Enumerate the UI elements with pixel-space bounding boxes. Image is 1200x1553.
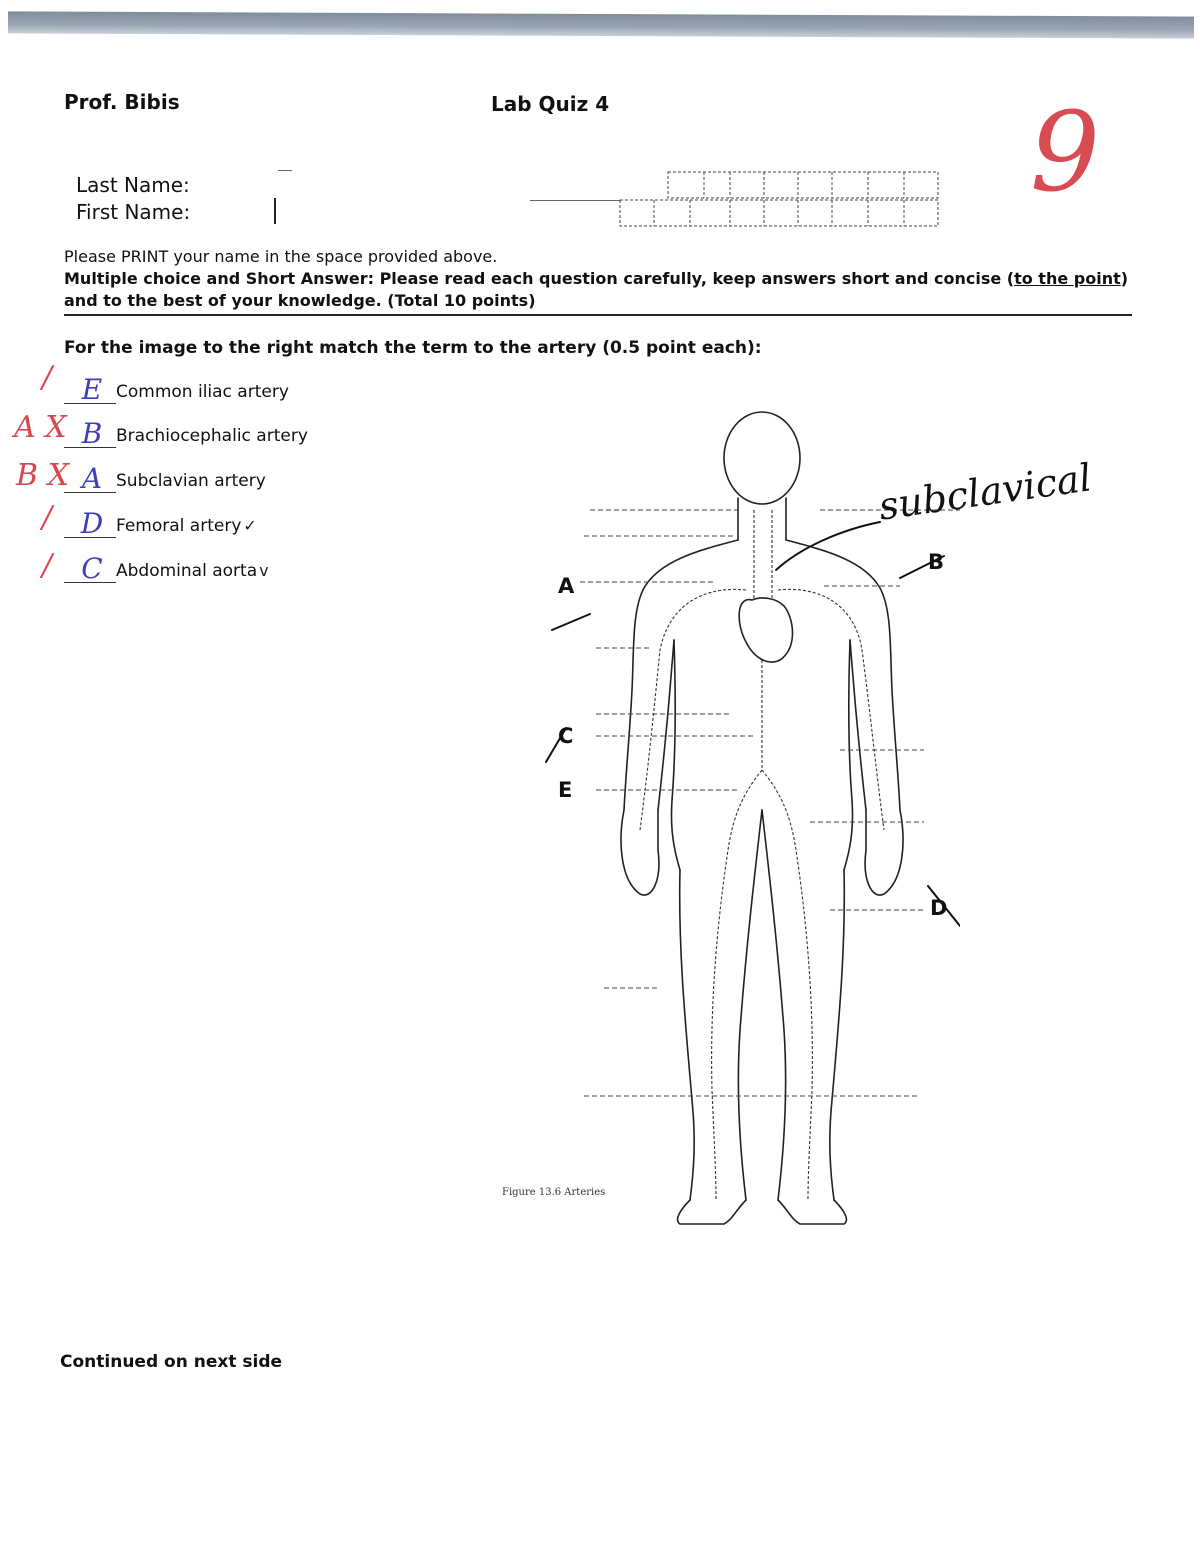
instruction-text-part2: ) and to the best of your knowledge. (Total 10 points)	[64, 269, 1129, 310]
term-text: Common iliac artery	[116, 382, 289, 402]
check-mark: v	[259, 561, 269, 580]
question-prompt: For the image to the right match the term to the artery (0.5 point each):	[64, 338, 762, 358]
scan-header-bar	[8, 11, 1194, 38]
instruction-print-name: Please PRINT your name in the space provided above.	[64, 247, 498, 266]
student-answer: B	[81, 417, 103, 450]
match-item[interactable]	[64, 368, 384, 408]
arterial-system-figure	[540, 410, 960, 1230]
match-item[interactable]	[64, 547, 384, 587]
name-cursor-line	[274, 198, 276, 224]
figure-caption: Figure 13.6 Arteries	[502, 1187, 606, 1198]
term-text: Abdominal aorta	[116, 561, 258, 581]
name-entry-grid[interactable]	[618, 168, 942, 230]
student-answer: A	[81, 462, 103, 495]
term-label	[116, 382, 291, 402]
last-name-label: Last Name:	[76, 173, 190, 197]
check-mark: ✓	[243, 516, 257, 535]
handwritten-note: subclavical	[875, 455, 1095, 529]
quiz-title: Lab Quiz 4	[491, 92, 610, 116]
term-label	[116, 561, 269, 581]
match-item[interactable]	[64, 457, 384, 497]
grader-mark: B X	[16, 458, 69, 493]
term-label	[116, 426, 310, 446]
term-text: Brachiocephalic artery	[116, 426, 308, 446]
grader-mark: /	[42, 548, 53, 583]
first-name-label: First Name:	[76, 200, 191, 224]
grader-mark: /	[42, 360, 53, 395]
figure-label-b: B	[928, 550, 945, 574]
name-tick	[278, 170, 292, 171]
student-answer: E	[81, 373, 103, 406]
grader-mark: A X	[14, 410, 67, 445]
term-text: Femoral artery	[116, 516, 242, 536]
figure-label-e: E	[558, 778, 573, 802]
name-underline	[530, 200, 620, 201]
match-item[interactable]	[64, 412, 384, 452]
instruction-text-underlined: to the point	[1014, 269, 1121, 288]
continued-note: Continued on next side	[60, 1352, 283, 1372]
figure-label-a: A	[558, 574, 575, 598]
term-text: Subclavian artery	[116, 471, 266, 491]
figure-label-c: C	[558, 724, 574, 748]
instruction-text-part1: Multiple choice and Short Answer: Please read each question carefully, keep answers short and concise (	[64, 269, 1015, 288]
student-answer: D	[80, 507, 104, 540]
term-label	[116, 471, 268, 491]
instructor-name: Prof. Bibis	[64, 90, 180, 114]
section-divider	[64, 314, 1132, 316]
student-answer: C	[81, 552, 103, 585]
grader-score: 9	[1030, 88, 1100, 216]
term-label	[116, 516, 257, 536]
instruction-answer-guidance	[64, 268, 1132, 312]
figure-label-d: D	[930, 896, 948, 920]
match-item[interactable]	[64, 502, 384, 542]
grader-mark: /	[42, 500, 53, 535]
